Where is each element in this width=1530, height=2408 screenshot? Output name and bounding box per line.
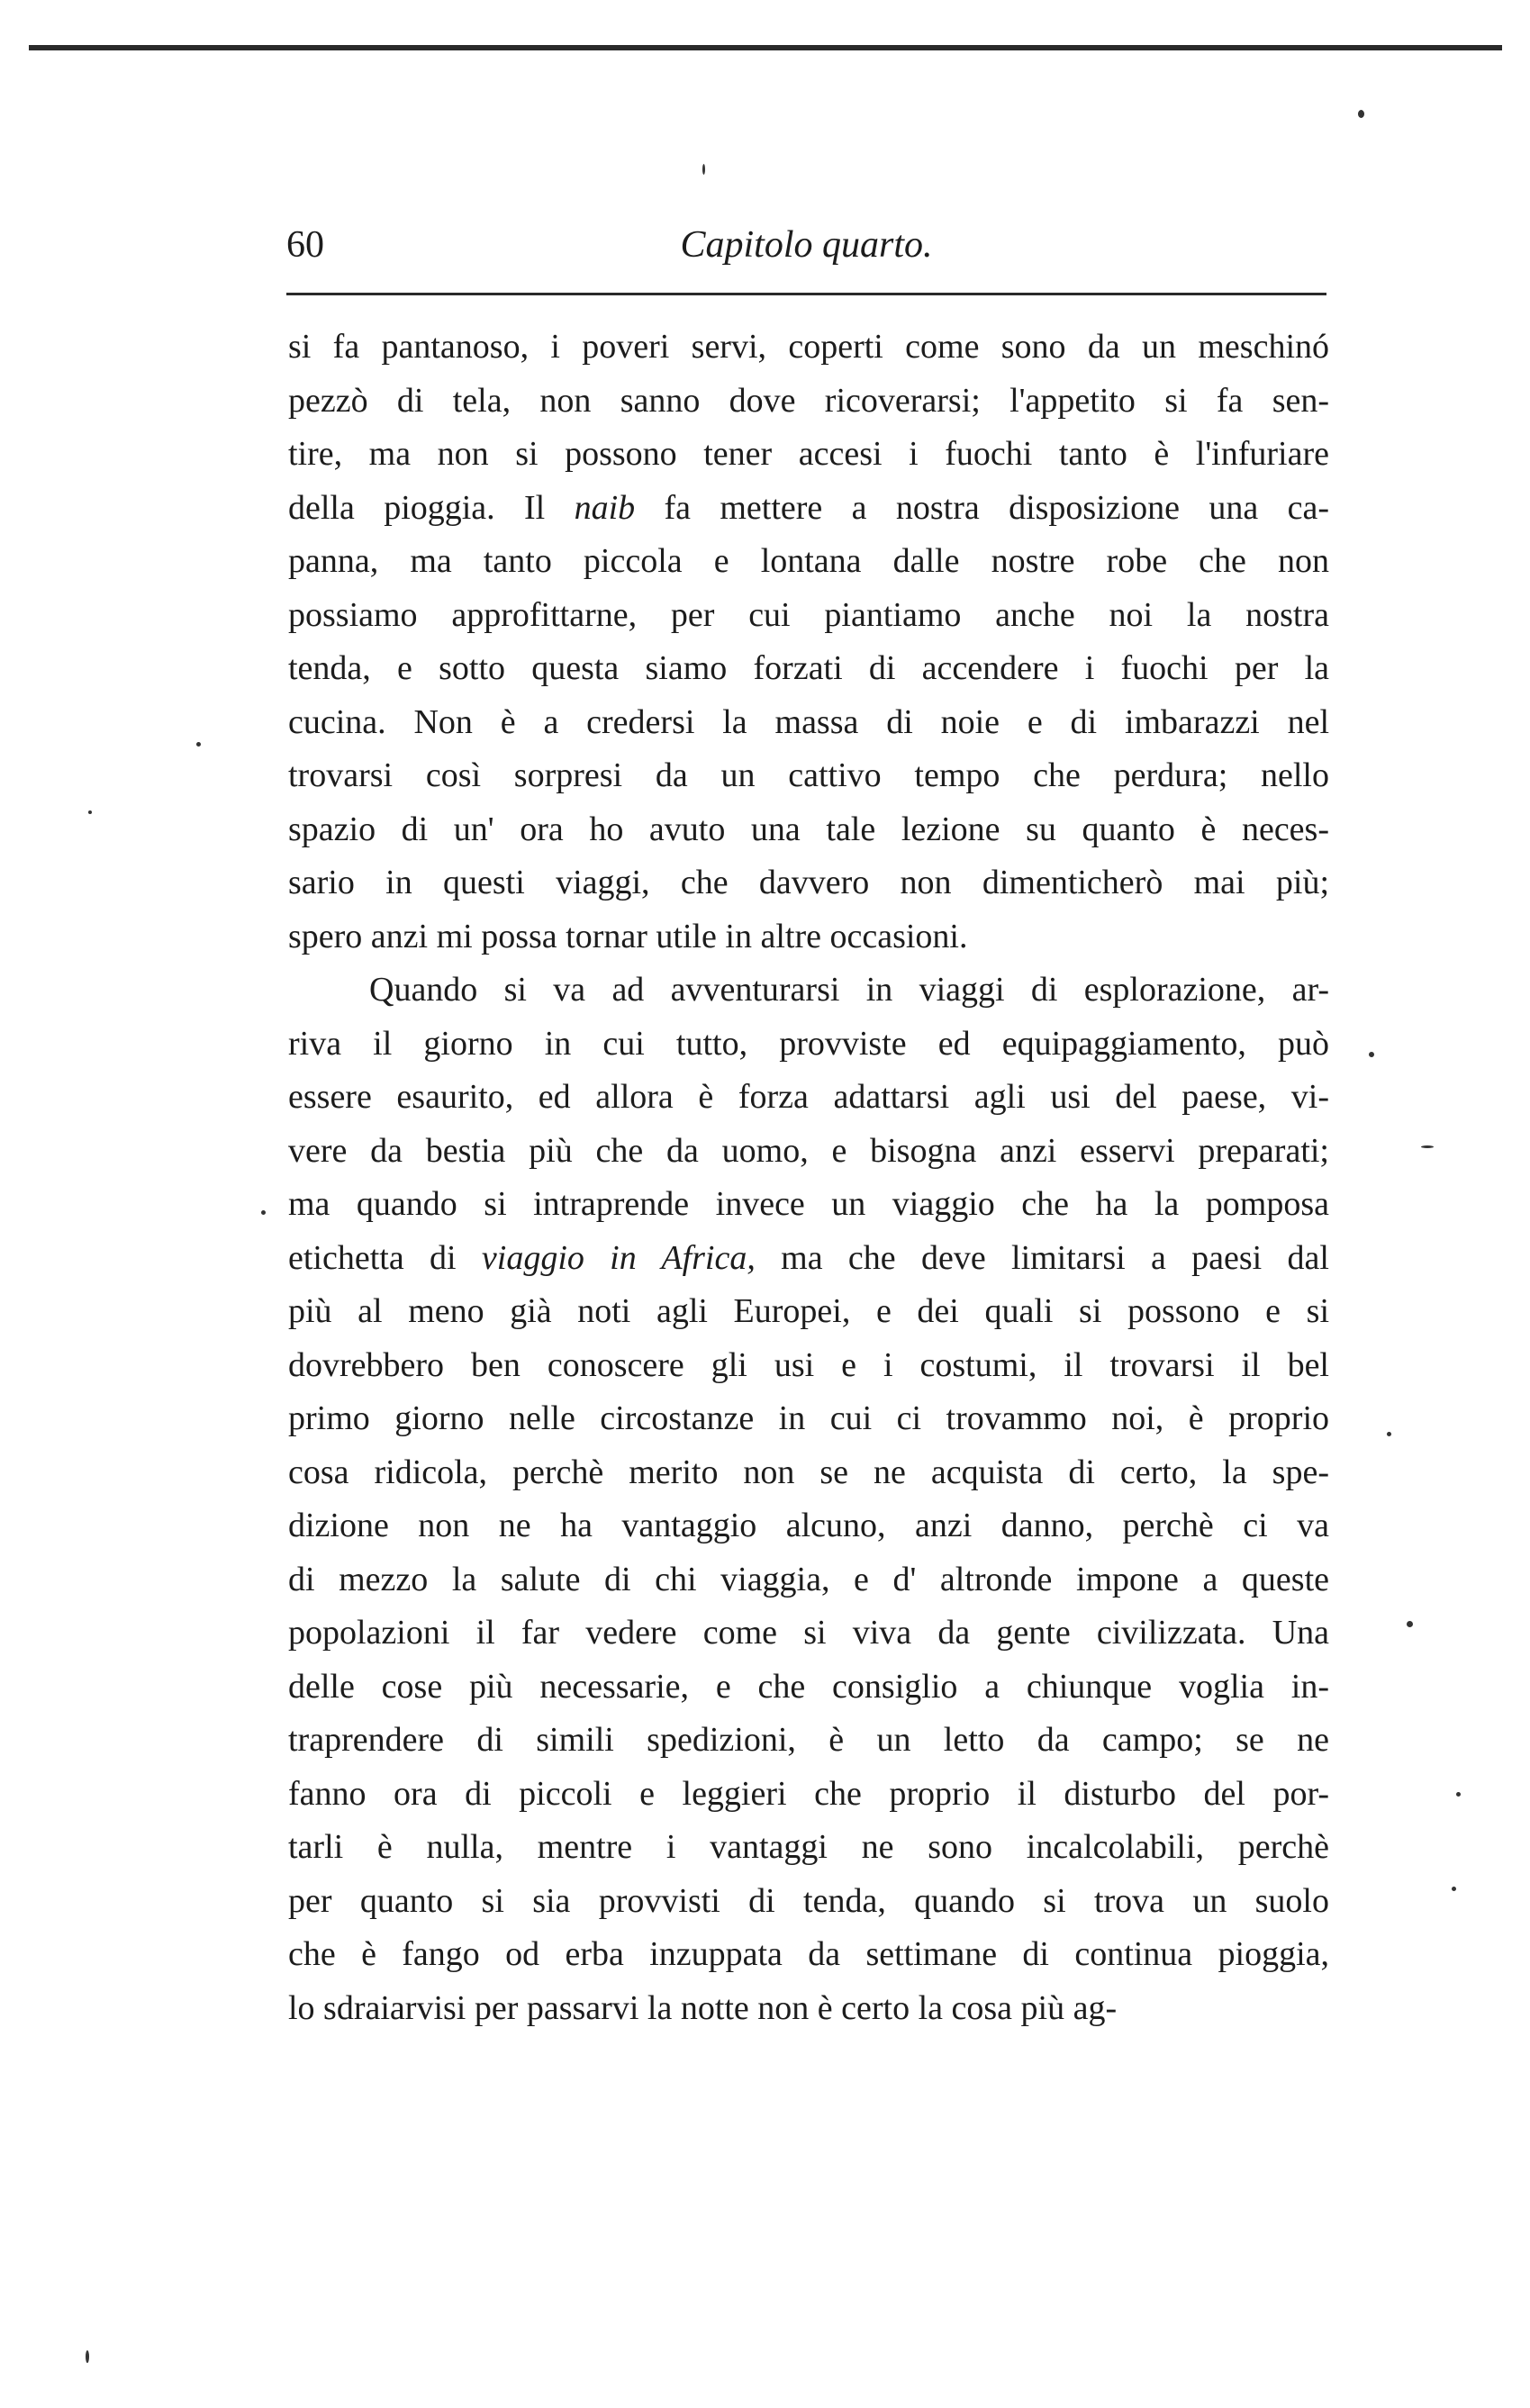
text-line xyxy=(288,803,1329,857)
text-line xyxy=(288,1928,1329,1982)
scan-speck xyxy=(1407,1621,1413,1627)
text-segment: fa mettere a nostra disposizione una ca- xyxy=(635,488,1329,527)
text-line xyxy=(288,1499,1329,1553)
text-segment: pezzò di tela, non sanno dove ricoverarsi; l'appetito si fa sen- xyxy=(288,381,1329,420)
text-line xyxy=(288,1875,1329,1929)
text-line xyxy=(288,1446,1329,1500)
text-segment: panna, ma tanto piccola e lontana dalle nostre robe che non xyxy=(288,542,1329,580)
text-line xyxy=(288,1714,1329,1768)
text-segment: sario in questi viaggi, che davvero non dimenticherò mai più; xyxy=(288,864,1329,901)
text-segment: che è fango od erba inzuppata da settimane di continua pioggia, xyxy=(288,1935,1329,1973)
body-text xyxy=(288,321,1329,2035)
text-segment: dovrebbero ben conoscere gli usi e i costumi, il trovarsi il bel xyxy=(288,1345,1329,1384)
text-segment: popolazioni il far vedere come si viva da gente civilizzata. Una xyxy=(288,1614,1329,1652)
top-border-rule xyxy=(29,45,1502,50)
text-line xyxy=(288,1018,1329,1072)
text-segment: etichetta di xyxy=(288,1238,482,1277)
text-segment: vere da bestia più che da uomo, e bisogna anzi esservi preparati; xyxy=(288,1131,1329,1170)
text-line xyxy=(288,482,1329,536)
text-line xyxy=(288,1553,1329,1607)
text-segment: Quando si va ad avventurarsi in viaggi di esplorazione, ar- xyxy=(369,971,1329,1009)
scan-speck xyxy=(1387,1432,1391,1436)
text-segment: essere esaurito, ed allora è forza adattarsi agli usi del paese, vi- xyxy=(288,1078,1329,1116)
scan-speck xyxy=(1456,1792,1461,1797)
text-line xyxy=(288,535,1329,589)
text-line xyxy=(288,696,1329,750)
text-line xyxy=(288,1125,1329,1179)
text-segment: primo giorno nelle circostanze in cui ci trovammo noi, è proprio xyxy=(288,1399,1329,1437)
scan-speck xyxy=(1369,1052,1374,1057)
scan-speck xyxy=(88,810,92,814)
text-segment: ma che deve limitarsi a paesi dal xyxy=(755,1238,1329,1277)
text-segment: trovarsi così sorpresi da un cattivo tempo che perdura; nello xyxy=(288,756,1329,794)
scan-speck xyxy=(196,742,201,747)
scan-speck xyxy=(1421,1145,1434,1148)
text-segment: tarli è nulla, mentre i vantaggi ne sono incalcolabili, perchè xyxy=(288,1828,1329,1866)
text-segment: traprendere di simili spedizioni, è un letto da campo; se ne xyxy=(288,1721,1329,1759)
text-line xyxy=(288,1339,1329,1393)
text-segment: fanno ora di piccoli e leggieri che proprio il disturbo del por- xyxy=(288,1774,1329,1813)
text-segment: cucina. Non è a credersi la massa di noie e di imbarazzi nel xyxy=(288,702,1329,741)
scan-speck xyxy=(1452,1887,1456,1891)
text-line xyxy=(288,1607,1329,1661)
text-segment: ma quando si intraprende invece un viaggio che ha la pomposa xyxy=(288,1185,1329,1223)
scan-speck xyxy=(261,1210,266,1215)
text-segment: riva il giorno in cui tutto, provviste ed equipaggiamento, può xyxy=(288,1024,1329,1063)
text-segment: per quanto si sia provvisti di tenda, quando si trova un suolo xyxy=(288,1881,1329,1920)
running-title: Capitolo quarto. xyxy=(680,224,933,266)
header-rule xyxy=(286,293,1326,295)
text-segment: della pioggia. Il xyxy=(288,488,575,527)
scan-speck xyxy=(86,2350,89,2363)
text-line xyxy=(288,910,1329,964)
page-number: 60 xyxy=(286,224,324,266)
text-segment: di mezzo la salute di chi viaggia, e d' altronde impone a queste xyxy=(288,1560,1329,1598)
text-line xyxy=(288,1178,1329,1232)
text-line xyxy=(288,1071,1329,1125)
text-segment: tire, ma non si possono tener accesi i fuochi tanto è l'infuriare xyxy=(288,435,1329,473)
text-line xyxy=(288,321,1329,375)
text-segment: dizione non ne ha vantaggio alcuno, anzi danno, perchè ci va xyxy=(288,1507,1329,1544)
text-line xyxy=(288,589,1329,643)
text-segment: spazio di un' ora ho avuto una tale lezione su quanto è neces- xyxy=(288,810,1329,848)
scan-speck xyxy=(1358,110,1364,118)
text-segment: si fa pantanoso, i poveri servi, coperti come sono da un meschinó xyxy=(288,328,1329,366)
italic-phrase: naib xyxy=(574,488,636,527)
page-header xyxy=(286,223,1326,277)
text-segment: più al meno già noti agli Europei, e dei quali si possono e si xyxy=(288,1292,1329,1330)
text-segment: tenda, e sotto questa siamo forzati di accendere i fuochi per la xyxy=(288,649,1329,687)
italic-phrase: viaggio in Africa, xyxy=(481,1238,756,1277)
text-line xyxy=(288,1285,1329,1339)
text-line xyxy=(288,1392,1329,1446)
text-segment: possiamo approfittarne, per cui piantiamo anche noi la nostra xyxy=(288,595,1329,634)
text-line xyxy=(288,1982,1329,2036)
text-line xyxy=(288,1768,1329,1822)
text-line xyxy=(288,642,1329,696)
text-segment: cosa ridicola, perchè merito non se ne acquista di certo, la spe- xyxy=(288,1453,1329,1491)
text-line xyxy=(288,375,1329,429)
scan-speck xyxy=(702,164,705,175)
text-line xyxy=(288,1821,1329,1875)
text-segment: lo sdraiarvisi per passarvi la notte non è certo la cosa più ag- xyxy=(288,1988,1118,2027)
text-line xyxy=(288,428,1329,482)
text-line xyxy=(288,964,1329,1018)
text-segment: spero anzi mi possa tornar utile in altre occasioni. xyxy=(288,917,968,955)
text-line xyxy=(288,1661,1329,1715)
text-line xyxy=(288,749,1329,803)
text-line xyxy=(288,1232,1329,1286)
text-line xyxy=(288,856,1329,910)
text-segment: delle cose più necessarie, e che consiglio a chiunque voglia in- xyxy=(288,1667,1329,1706)
